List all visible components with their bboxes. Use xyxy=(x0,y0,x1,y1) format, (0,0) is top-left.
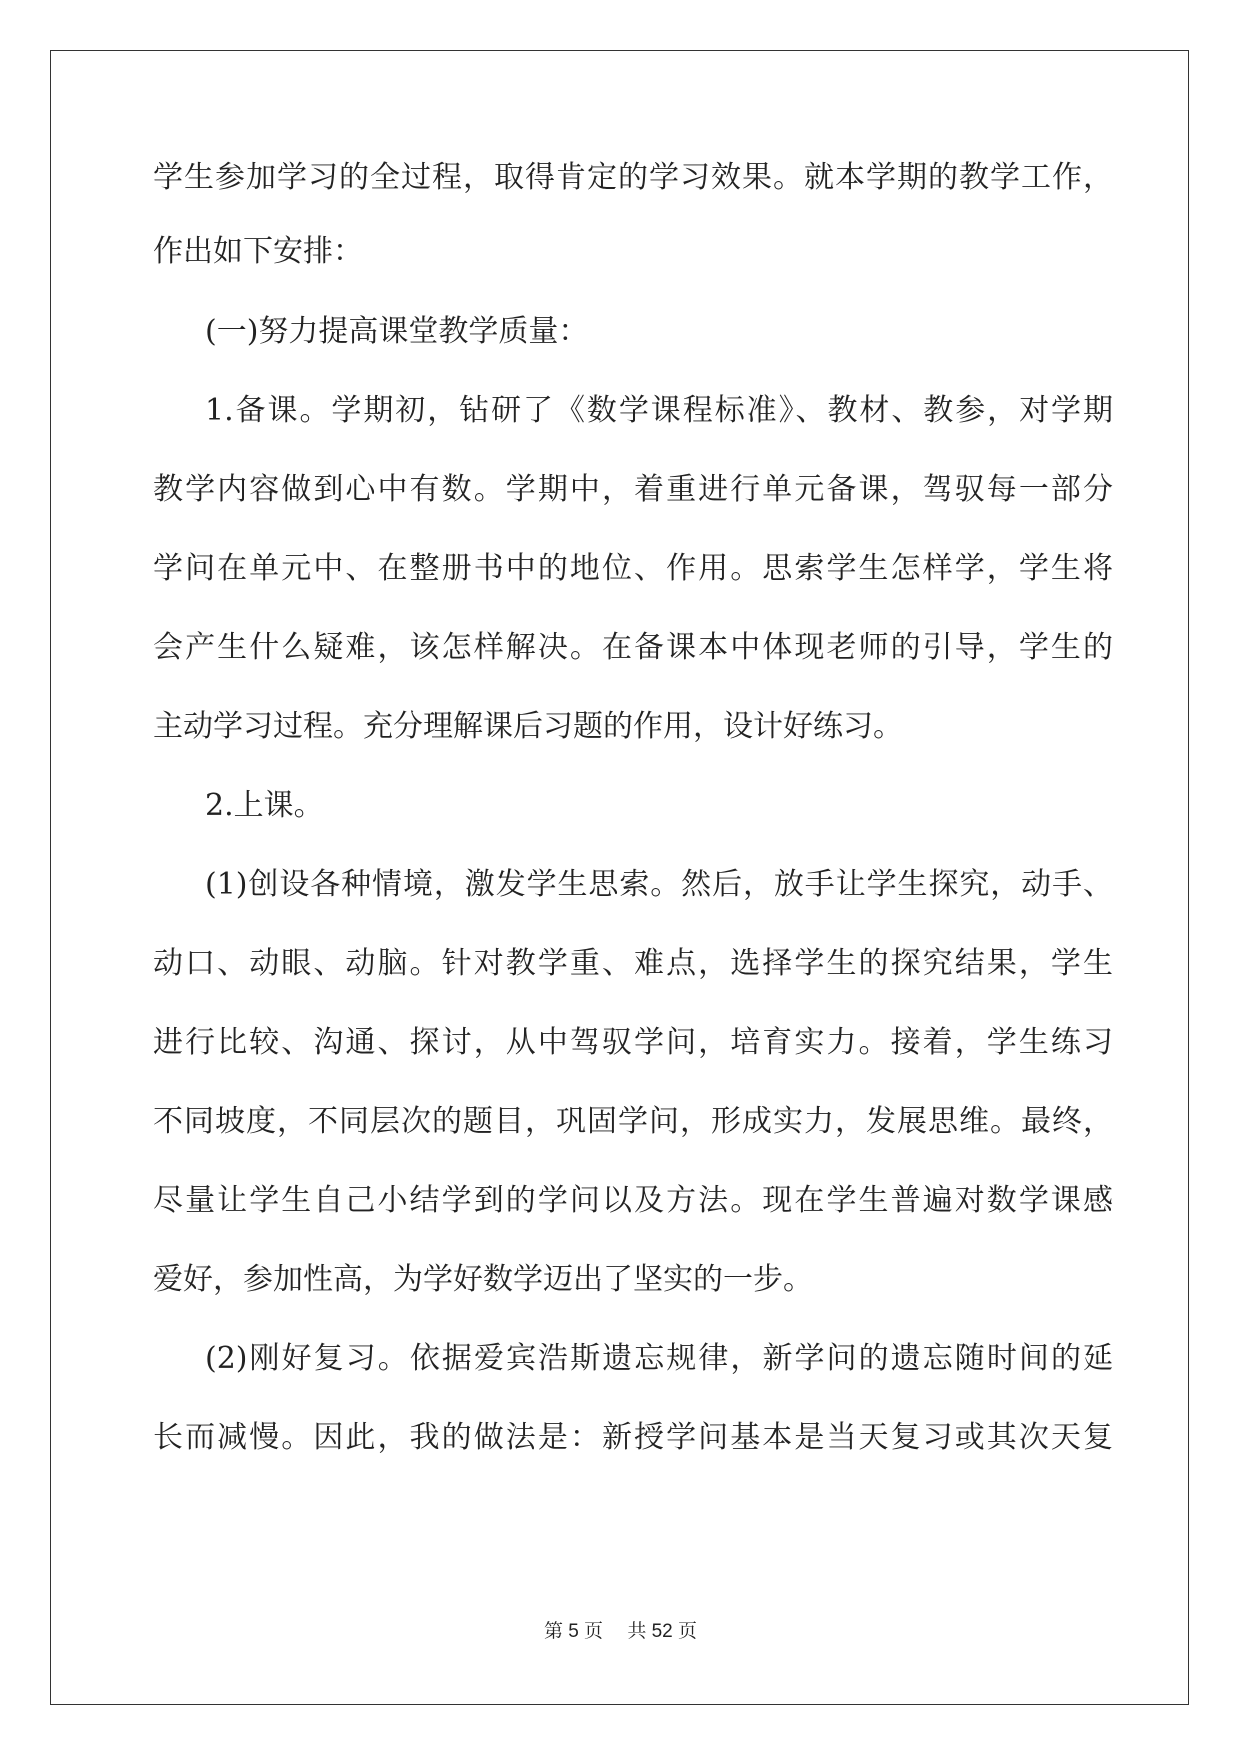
paragraph-line: 爱好，参加性高，为学好数学迈出了坚实的一步。 xyxy=(153,1262,813,1297)
paragraph-line: 长而减慢。因此，我的做法是：新授学问基本是当天复习或其次天复 xyxy=(153,1420,1113,1455)
paragraph-line: 学问在单元中、在整册书中的地位、作用。思索学生怎样学，学生将 xyxy=(153,551,1113,586)
paragraph-line: 教学内容做到心中有数。学期中，着重进行单元备课，驾驭每一部分 xyxy=(153,472,1113,507)
paragraph-line: 进行比较、沟通、探讨，从中驾驭学问，培育实力。接着，学生练习 xyxy=(153,1025,1113,1060)
paragraph-line: 不同坡度，不同层次的题目，巩固学问，形成实力，发展思维。最终， xyxy=(153,1104,1113,1139)
paragraph-line: 1.备课。学期初，钻研了《数学课程标准》、教材、教参，对学期 xyxy=(205,393,1113,428)
paragraph-line: 会产生什么疑难，该怎样解决。在备课本中体现老师的引导，学生的 xyxy=(153,630,1113,665)
page-number-footer: 第 5 页 共 52 页 xyxy=(543,1621,698,1642)
paragraph-line: 尽量让学生自己小结学到的学问以及方法。现在学生普遍对数学课感 xyxy=(153,1183,1113,1218)
paragraph-line: 学生参加学习的全过程，取得肯定的学习效果。就本学期的教学工作， xyxy=(153,160,1113,195)
subsection-heading: 2.上课。 xyxy=(205,788,324,823)
paragraph-line: 动口、动眼、动脑。针对教学重、难点，选择学生的探究结果，学生 xyxy=(153,946,1113,981)
paragraph-line: 主动学习过程。充分理解课后习题的作用，设计好练习。 xyxy=(153,709,903,744)
section-heading: (一)努力提高课堂教学质量： xyxy=(205,314,589,349)
paragraph-line: (1)创设各种情境，激发学生思索。然后，放手让学生探究，动手、 xyxy=(205,867,1113,902)
paragraph-line: (2)刚好复习。依据爱宾浩斯遗忘规律，新学问的遗忘随时间的延 xyxy=(205,1341,1113,1376)
paragraph-line: 作出如下安排： xyxy=(153,234,363,269)
